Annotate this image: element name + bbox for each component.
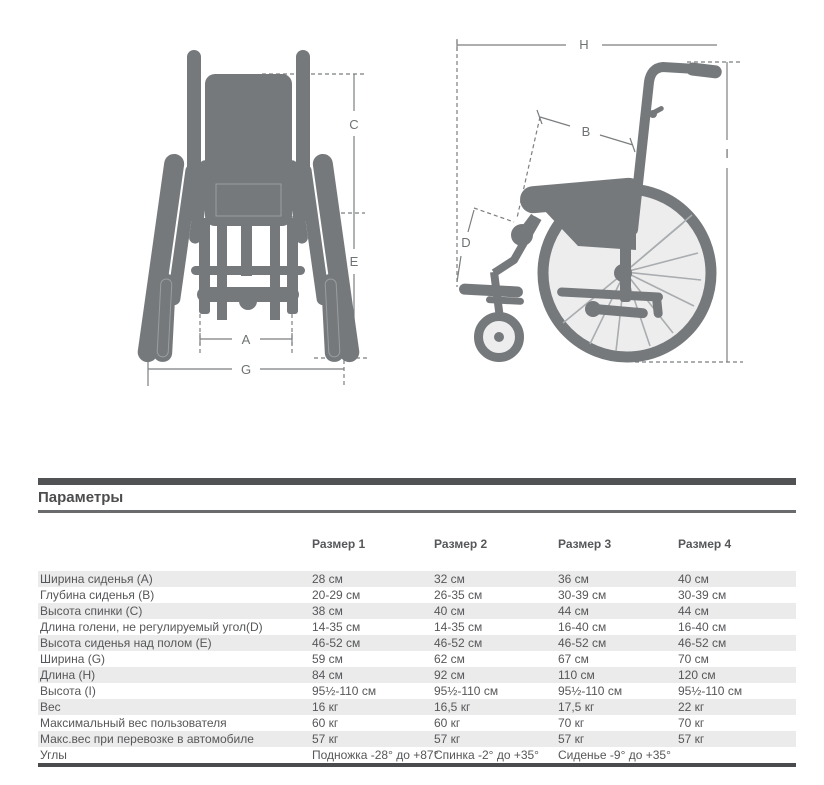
- dim-label-i: I: [725, 146, 729, 161]
- backrest: [205, 74, 292, 226]
- row-value: 57 кг: [312, 732, 339, 746]
- row-value: 70 кг: [678, 716, 705, 730]
- column-header-empty: [38, 536, 310, 552]
- dim-label-h: H: [579, 37, 589, 52]
- parameters-section: [38, 478, 796, 767]
- side-wheelchair-silhouette: [459, 62, 723, 358]
- row-value: 44 см: [678, 604, 709, 618]
- row-label: Глубина сиденья (B): [40, 588, 155, 602]
- row-label: Макс.вес при перевозке в автомобиле: [40, 732, 254, 746]
- row-value: 40 см: [434, 604, 465, 618]
- row-value: 22 кг: [678, 700, 705, 714]
- size-header-row: [38, 536, 796, 552]
- row-value: 17,5 кг: [558, 700, 595, 714]
- table-bottom-border: [38, 763, 796, 767]
- table-row: [38, 683, 796, 699]
- section-title: Параметры: [38, 489, 124, 506]
- column-header-size-1: Размер 1: [312, 537, 366, 551]
- row-label: Длина (H): [40, 668, 96, 682]
- row-value: 62 см: [434, 652, 465, 666]
- row-label: Вес: [40, 700, 61, 714]
- row-value: 120 см: [678, 668, 716, 682]
- row-label: Ширина (G): [40, 652, 106, 666]
- frame-crossbar: [191, 266, 305, 275]
- push-handle-left: [187, 50, 201, 222]
- row-value: [676, 747, 796, 763]
- row-value: 32 см: [434, 572, 465, 586]
- row-label: Высота спинки (C): [40, 604, 143, 618]
- row-value: 14-35 см: [434, 620, 483, 634]
- table-row: [38, 651, 796, 667]
- column-header-size-2: Размер 2: [434, 537, 488, 551]
- row-label: Максимальный вес пользователя: [40, 716, 227, 730]
- row-label: Углы: [40, 748, 67, 762]
- row-value: 59 см: [312, 652, 343, 666]
- row-value: 14-35 см: [312, 620, 361, 634]
- row-value: 30-39 см: [678, 588, 727, 602]
- table-row: [38, 731, 796, 747]
- row-value: 95½-110 см: [312, 684, 377, 698]
- row-value: 40 см: [678, 572, 709, 586]
- side-footplate: [459, 283, 523, 297]
- row-value: 16,5 кг: [434, 700, 471, 714]
- row-value: 30-39 см: [558, 588, 607, 602]
- row-value: 84 см: [312, 668, 343, 682]
- section-title-divider: [38, 510, 796, 513]
- row-value: 67 см: [558, 652, 589, 666]
- row-value: 70 кг: [558, 716, 585, 730]
- row-value: 95½-110 см: [434, 684, 499, 698]
- table-row: [38, 603, 796, 619]
- table-row: [38, 715, 796, 731]
- row-value: 44 см: [558, 604, 589, 618]
- row-value: Спинка -2° до +35°: [434, 748, 539, 762]
- row-value: 110 см: [558, 668, 595, 682]
- footplate-knob: [239, 292, 257, 310]
- row-value: 38 см: [312, 604, 343, 618]
- row-value: 92 см: [434, 668, 465, 682]
- dim-label-g: G: [240, 362, 252, 377]
- push-handle-right: [296, 50, 310, 222]
- row-value: 46-52 см: [312, 636, 361, 650]
- table-row: [38, 571, 796, 587]
- row-label: Высота сиденья над полом (E): [40, 636, 212, 650]
- spec-rows: [38, 571, 796, 763]
- caster-hub: [494, 332, 504, 342]
- row-value: 16-40 см: [678, 620, 727, 634]
- row-value: Подножка -28° до +87°: [312, 748, 439, 762]
- row-value: 46-52 см: [678, 636, 727, 650]
- row-label: Ширина сиденья (A): [40, 572, 153, 586]
- row-value: 57 кг: [434, 732, 461, 746]
- front-view-diagram: [128, 8, 380, 386]
- row-value: 26-35 см: [434, 588, 483, 602]
- dim-label-b: B: [581, 124, 591, 139]
- row-value: 95½-110 см: [678, 684, 743, 698]
- dim-label-e: E: [349, 254, 359, 269]
- dim-label-c: C: [349, 117, 359, 132]
- side-view-diagram: [430, 10, 765, 385]
- row-value: 57 кг: [558, 732, 585, 746]
- front-wheelchair-silhouette: [136, 50, 360, 367]
- row-value: 16-40 см: [558, 620, 607, 634]
- table-row: [38, 619, 796, 635]
- row-value: 16 кг: [312, 700, 339, 714]
- dim-label-a: A: [241, 332, 251, 347]
- row-value: 60 кг: [434, 716, 461, 730]
- push-handle-grip: [685, 62, 722, 79]
- row-value: 20-29 см: [312, 588, 361, 602]
- table-row: [38, 747, 796, 763]
- row-value: 57 кг: [678, 732, 705, 746]
- column-header-size-3: Размер 3: [558, 537, 612, 551]
- row-value: 46-52 см: [434, 636, 483, 650]
- table-row: [38, 667, 796, 683]
- table-row: [38, 587, 796, 603]
- row-value: 95½-110 см: [558, 684, 623, 698]
- table-row: [38, 699, 796, 715]
- row-label: Длина голени, не регулируемый угол(D): [40, 620, 263, 634]
- section-top-border: [38, 478, 796, 485]
- row-value: Сиденье -9° до +35°: [558, 748, 671, 762]
- footplate-bracket: [486, 296, 524, 305]
- table-row: [38, 635, 796, 651]
- dim-label-d: D: [461, 235, 471, 250]
- row-label: Высота (I): [40, 684, 96, 698]
- row-value: 36 см: [558, 572, 589, 586]
- row-value: 70 см: [678, 652, 709, 666]
- row-value: 60 кг: [312, 716, 339, 730]
- column-header-size-4: Размер 4: [678, 537, 732, 551]
- row-value: 28 см: [312, 572, 343, 586]
- row-value: 46-52 см: [558, 636, 607, 650]
